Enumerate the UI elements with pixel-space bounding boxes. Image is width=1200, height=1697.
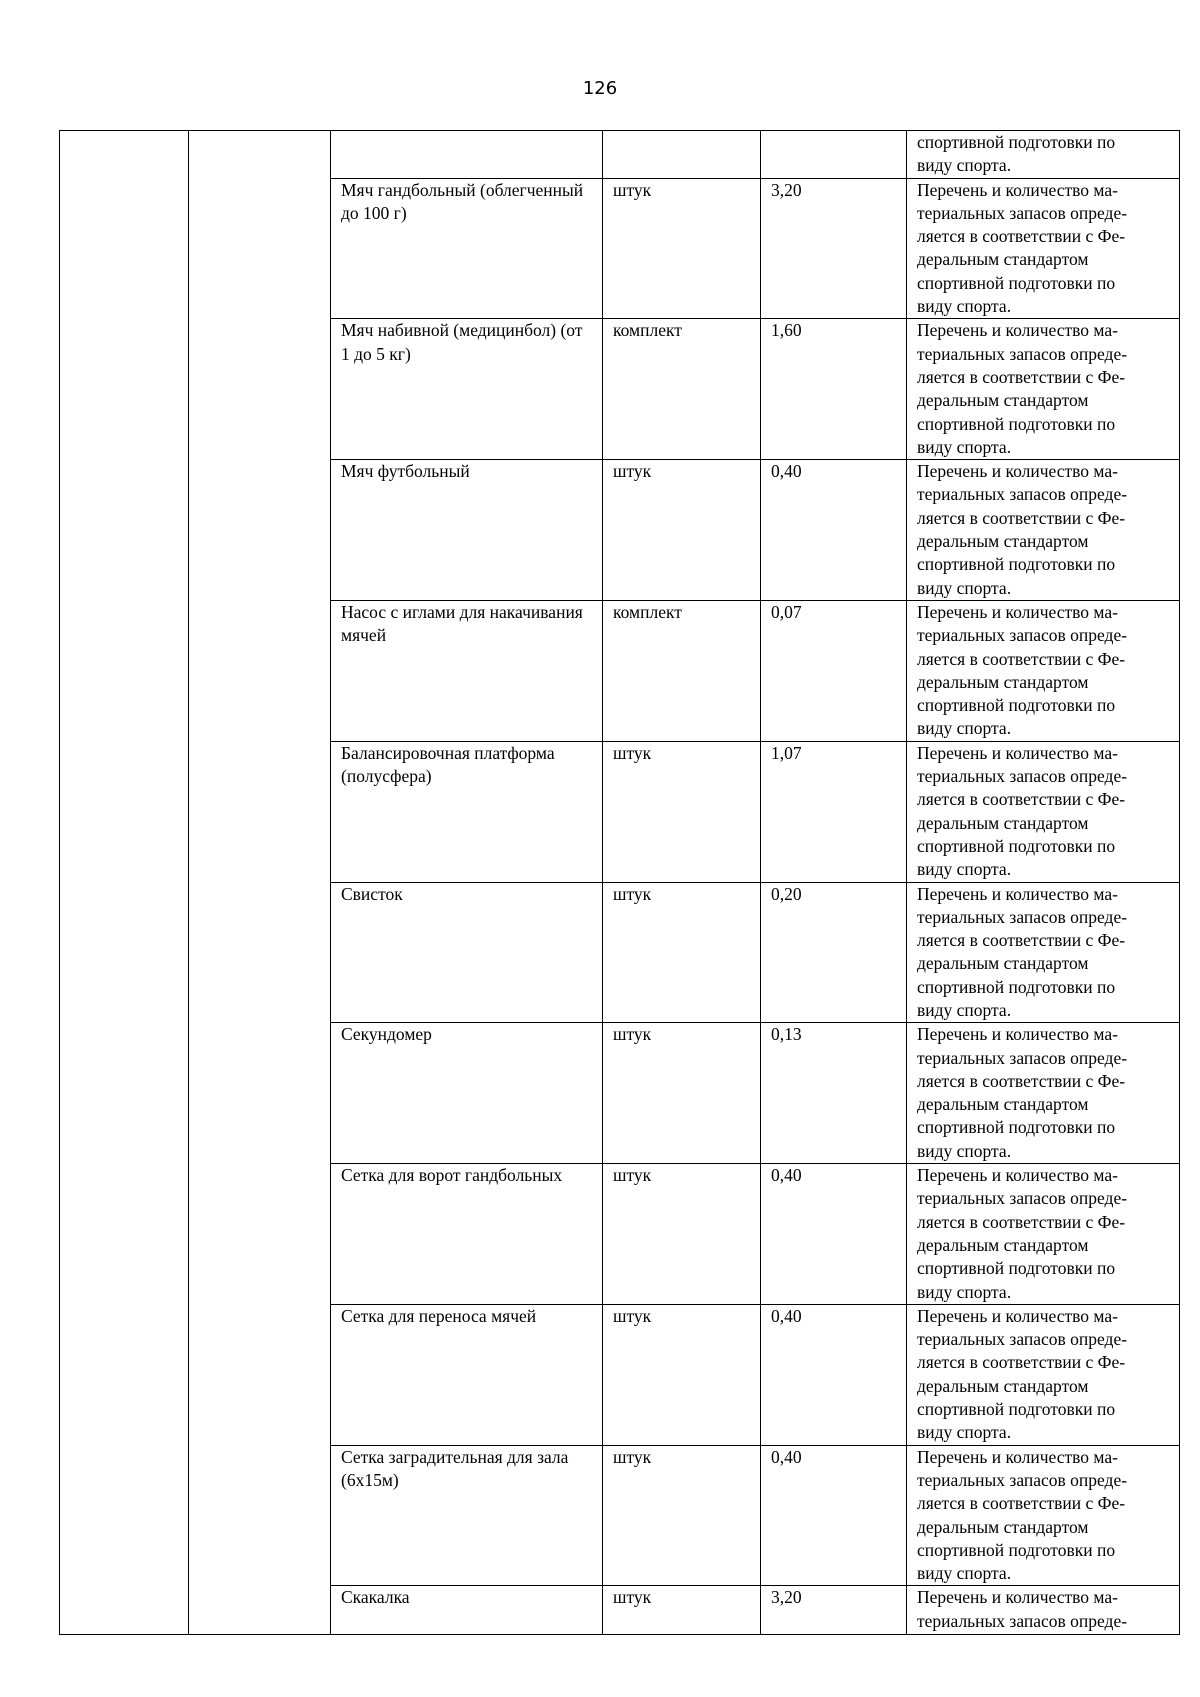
note-text: Перечень и количество ма- териальных запасов опреде- ляется в соответствии с Фе- деральным стандартом спортивной подготовки по виду спорта. <box>917 1165 1128 1302</box>
unit-cell <box>603 1023 761 1164</box>
name-cell <box>331 741 603 882</box>
name-text: Балансировочная платформа (полусфера) <box>341 742 555 787</box>
note-text: Перечень и количество ма- териальных запасов опреде- ляется в соответствии с Фе- деральным стандартом спортивной подготовки по виду спорта. <box>917 320 1128 457</box>
note-text: Перечень и количество ма- териальных запасов опреде- <box>917 1587 1128 1631</box>
note-cell <box>907 1586 1180 1635</box>
unit-text: комплект <box>613 320 682 341</box>
qty-cell <box>761 741 907 882</box>
note-text: Перечень и количество ма- териальных запасов опреде- ляется в соответствии с Фе- деральным стандартом спортивной подготовки по виду спорта. <box>917 1024 1128 1161</box>
note-cell <box>907 1023 1180 1164</box>
unit-text: штук <box>613 1446 652 1467</box>
name-cell <box>331 600 603 741</box>
empty-col-2 <box>189 131 331 1635</box>
name-text: Мяч набивной (медицинбол) (от 1 до 5 кг) <box>341 320 583 364</box>
qty-cell <box>761 178 907 319</box>
page-number: 126 <box>582 78 618 99</box>
name-cell <box>331 319 603 460</box>
note-cell <box>907 741 1180 882</box>
unit-text: штук <box>613 179 652 200</box>
name-cell <box>331 460 603 601</box>
unit-text: штук <box>613 1305 652 1326</box>
note-cell <box>907 1445 1180 1586</box>
name-text: Сетка заградительная для зала (6х15м) <box>341 1446 569 1490</box>
unit-text: штук <box>613 1587 652 1608</box>
name-text: Насос с иглами для накачивания мячей <box>341 601 583 646</box>
note-text: Перечень и количество ма- териальных запасов опреде- ляется в соответствии с Фе- деральным стандартом спортивной подготовки по виду спорта. <box>917 742 1128 880</box>
note-cell <box>907 131 1180 179</box>
unit-cell <box>603 882 761 1023</box>
name-cell <box>331 1023 603 1164</box>
name-cell <box>331 1445 603 1586</box>
note-text: спортивной подготовки по виду спорта. <box>917 132 1116 176</box>
unit-cell <box>603 1586 761 1635</box>
note-cell <box>907 319 1180 460</box>
name-text: Мяч футбольный <box>341 461 470 482</box>
name-text: Секундомер <box>341 1024 432 1045</box>
note-text: Перечень и количество ма- териальных запасов опреде- ляется в соответствии с Фе- деральным стандартом спортивной подготовки по виду спорта. <box>917 883 1128 1020</box>
table-row <box>60 131 1180 179</box>
name-cell <box>331 1164 603 1305</box>
unit-text: штук <box>613 742 652 763</box>
unit-cell <box>603 1304 761 1445</box>
unit-cell <box>603 178 761 319</box>
qty-cell <box>761 1023 907 1164</box>
note-cell <box>907 1164 1180 1305</box>
qty-text: 0,40 <box>771 1446 802 1467</box>
qty-text: 0,07 <box>771 601 802 622</box>
qty-text: 0,13 <box>771 1024 802 1045</box>
name-cell <box>331 882 603 1023</box>
unit-cell <box>603 1445 761 1586</box>
note-text: Перечень и количество ма- териальных запасов опреде- ляется в соответствии с Фе- деральным стандартом спортивной подготовки по виду спорта. <box>917 1305 1128 1443</box>
note-cell <box>907 1304 1180 1445</box>
qty-cell <box>761 882 907 1023</box>
name-text: Свисток <box>341 883 403 904</box>
unit-cell <box>603 600 761 741</box>
note-text: Перечень и количество ма- териальных запасов опреде- ляется в соответствии с Фе- деральным стандартом спортивной подготовки по виду спорта. <box>917 461 1128 598</box>
note-cell <box>907 882 1180 1023</box>
qty-text: 0,20 <box>771 883 802 904</box>
note-cell <box>907 600 1180 741</box>
note-text: Перечень и количество ма- териальных запасов опреде- ляется в соответствии с Фе- деральным стандартом спортивной подготовки по виду спорта. <box>917 601 1128 739</box>
name-cell <box>331 178 603 319</box>
qty-text: 0,40 <box>771 1305 802 1326</box>
qty-cell <box>761 1164 907 1305</box>
qty-text: 0,40 <box>771 1165 802 1186</box>
qty-cell <box>761 1304 907 1445</box>
name-text: Скакалка <box>341 1587 410 1608</box>
name-text: Сетка для ворот гандбольных <box>341 1165 563 1186</box>
note-cell <box>907 178 1180 319</box>
unit-text: штук <box>613 1165 652 1186</box>
unit-text: штук <box>613 461 652 482</box>
inventory-table <box>59 130 1180 1635</box>
qty-cell <box>761 1586 907 1635</box>
qty-cell <box>761 131 907 179</box>
note-cell <box>907 460 1180 601</box>
name-cell <box>331 1586 603 1635</box>
unit-text: штук <box>613 883 652 904</box>
unit-text: штук <box>613 1024 652 1045</box>
unit-cell <box>603 741 761 882</box>
unit-cell <box>603 460 761 601</box>
note-text: Перечень и количество ма- териальных запасов опреде- ляется в соответствии с Фе- деральным стандартом спортивной подготовки по виду спорта. <box>917 179 1128 317</box>
unit-cell <box>603 319 761 460</box>
unit-text: комплект <box>613 601 682 622</box>
name-cell <box>331 1304 603 1445</box>
qty-cell <box>761 1445 907 1586</box>
empty-col-1 <box>60 131 189 1635</box>
qty-text: 3,20 <box>771 179 802 200</box>
table-body <box>60 131 1180 1635</box>
qty-cell <box>761 460 907 601</box>
unit-cell <box>603 131 761 179</box>
qty-text: 1,60 <box>771 320 802 341</box>
qty-cell <box>761 600 907 741</box>
unit-cell <box>603 1164 761 1305</box>
qty-cell <box>761 319 907 460</box>
qty-text: 3,20 <box>771 1587 802 1608</box>
qty-text: 1,07 <box>771 742 802 763</box>
note-text: Перечень и количество ма- териальных запасов опреде- ляется в соответствии с Фе- деральным стандартом спортивной подготовки по виду спорта. <box>917 1446 1128 1584</box>
name-text: Мяч гандбольный (облегченный до 100 г) <box>341 179 584 223</box>
name-text: Сетка для переноса мячей <box>341 1305 537 1326</box>
name-cell <box>331 131 603 179</box>
qty-text: 0,40 <box>771 461 802 482</box>
